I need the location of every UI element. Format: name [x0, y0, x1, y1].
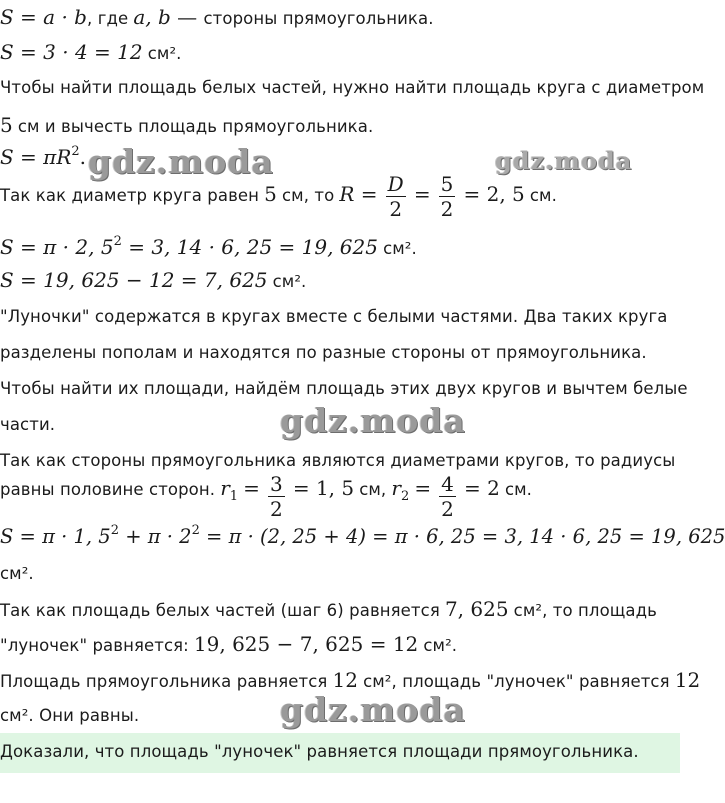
paragraph-line: Чтобы найти площадь белых частей, нужно найти площадь круга с диаметром: [0, 78, 705, 97]
watermark: gdz.moda: [88, 142, 274, 181]
paragraph-line: разделены пополам и находятся по разные стороны от прямоугольника.: [0, 343, 647, 362]
unit: см.: [529, 186, 557, 205]
numerator: D: [387, 172, 404, 196]
text: Так как площадь белых частей (шаг 6) равняется: [0, 601, 440, 620]
exponent: 2: [71, 144, 80, 159]
dash: —: [170, 5, 204, 29]
unit: см².: [272, 272, 307, 291]
value: = 2: [464, 476, 500, 500]
formula: = π · (2, 25 + 4) = π · 6, 25 = 3, 14 · 6, 25 = 19, 625: [199, 525, 725, 548]
radius-line: [0, 172, 557, 221]
unit-line: см².: [0, 564, 34, 583]
equals: =: [413, 182, 431, 206]
text: см², площадь "луночек" равняется: [363, 672, 670, 691]
unit: см².: [423, 636, 458, 655]
period: .: [79, 145, 87, 169]
text: см, то: [281, 186, 335, 205]
paragraph-line: Чтобы найти их площади, найдём площадь этих двух кругов и вычтем белые: [0, 379, 688, 398]
paragraph-line: Так как стороны прямоугольника являются диаметрами кругов, то радиусы: [0, 451, 676, 470]
conclusion-text: Доказали, что площадь "луночек" равняется площади прямоугольника.: [0, 742, 639, 761]
radius-1-symbol: r: [220, 476, 230, 500]
fraction-5-over-2: [439, 172, 456, 221]
text: см и вычесть площадь прямоугольника.: [17, 117, 374, 136]
numerator: 3: [270, 472, 283, 496]
numerator: 4: [441, 472, 454, 496]
text: равны половине сторон.: [0, 480, 216, 499]
paragraph-line: [0, 115, 373, 136]
number: 12: [674, 668, 701, 692]
formula: = 3, 14 · 6, 25 = 19, 625: [121, 235, 378, 259]
side-vars: a, b: [133, 5, 171, 29]
denominator: 2: [440, 197, 454, 221]
word-gde: где: [97, 9, 129, 28]
denominator: 2: [270, 497, 283, 521]
fraction-d-over-2: [386, 172, 406, 221]
radius-2-symbol: r: [391, 476, 401, 500]
fraction-3-over-2: [268, 472, 285, 521]
watermark: gdz.moda: [280, 690, 466, 729]
white-parts-area: [0, 270, 306, 291]
formula: S = 19, 625 − 12 = 7, 625: [0, 268, 268, 292]
separator: ,: [86, 9, 98, 28]
area-formula: S = a · b: [0, 5, 87, 29]
value: = 2, 5: [463, 182, 525, 206]
unit: см².: [383, 239, 417, 258]
number: 12: [332, 668, 358, 692]
formula: S = π · 1, 5: [0, 525, 111, 548]
paragraph-line: [0, 599, 657, 620]
value: = 1, 5: [292, 476, 355, 500]
text: Так как диаметр круга равен: [0, 186, 260, 205]
formula: 19, 625 − 7, 625 = 12: [193, 632, 419, 656]
number: 5: [264, 182, 277, 206]
radius-symbol: R =: [339, 182, 378, 206]
number: 7, 625: [444, 597, 509, 621]
fraction-4-over-2: [439, 472, 456, 521]
paragraph-line: "Луночки" содержатся в кругах вместе с белыми частями. Два таких круга: [0, 307, 668, 326]
circle-area-calc: [0, 234, 417, 259]
text: "луночек" равняется:: [0, 636, 189, 655]
number: 5: [0, 113, 13, 137]
exponent: 2: [191, 523, 200, 538]
watermark: gdz.moda: [495, 146, 633, 175]
comparison-line: [0, 670, 700, 691]
denominator: 2: [441, 497, 454, 521]
unit: см.: [504, 480, 533, 499]
numerator: 5: [440, 172, 454, 196]
formula: + π · 2: [119, 525, 192, 548]
paragraph-line: см². Они равны.: [0, 706, 140, 725]
unit: см,: [359, 480, 387, 499]
watermark: gdz.moda: [280, 401, 466, 440]
paragraph-line: части.: [0, 415, 56, 434]
exponent: 2: [110, 523, 119, 538]
unit: см².: [147, 44, 182, 63]
equals: =: [243, 476, 260, 500]
subscript: 2: [400, 489, 410, 504]
subscript: 1: [229, 489, 239, 504]
text: Площадь прямоугольника равняется: [0, 672, 328, 691]
lunes-area-line: [0, 634, 457, 655]
definition-line: [0, 7, 434, 28]
rectangle-area-formula: S = 3 · 4 = 12: [0, 40, 143, 64]
definition-text: стороны прямоугольника.: [203, 9, 434, 28]
formula: S = πR: [0, 145, 72, 169]
exponent: 2: [113, 234, 122, 249]
equals: =: [414, 476, 432, 500]
formula: S = π · 2, 5: [0, 235, 114, 259]
two-circles-area: [0, 523, 725, 548]
radii-line: [0, 472, 533, 521]
denominator: 2: [389, 197, 403, 221]
circle-area-formula: [0, 144, 87, 169]
rectangle-area-line: [0, 42, 182, 63]
text: см², то площадь: [513, 601, 657, 620]
